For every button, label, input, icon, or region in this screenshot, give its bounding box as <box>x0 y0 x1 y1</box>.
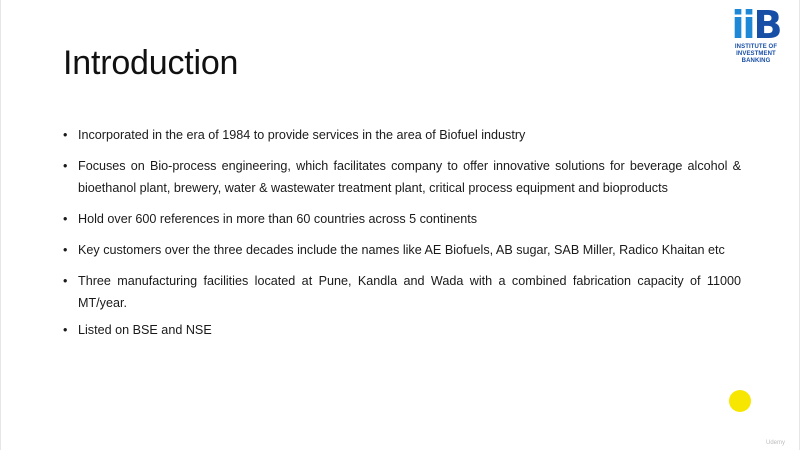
logo-mark-b: B <box>753 3 781 47</box>
logo-line-2: INVESTMENT BANKING <box>736 51 776 64</box>
bullet-item: • Listed on BSE and NSE <box>63 319 741 341</box>
logo-mark-ii: ii <box>731 3 754 47</box>
bullet-item: • Focuses on Bio-process engineering, which facilitates company to offer innovative solutions for beverage alcohol & bioethanol plant, brewery, water & wastewater treatment plant, critical process equipment and bioproducts <box>63 155 741 199</box>
cursor-highlight <box>729 390 751 412</box>
bullet-item: • Incorporated in the era of 1984 to provide services in the area of Biofuel industry <box>63 124 741 146</box>
iib-logo <box>723 3 789 66</box>
bullet-item: • Three manufacturing facilities located at Pune, Kandla and Wada with a combined fabrication capacity of 11000 MT/year. <box>63 270 741 314</box>
watermark: Udemy <box>765 440 785 446</box>
bullet-item: • Hold over 600 references in more than 60 countries across 5 continents <box>63 208 741 230</box>
slide-title: Introduction <box>63 44 239 82</box>
bullet-item: • Key customers over the three decades include the names like AE Biofuels, AB sugar, SAB Miller, Radico Khaitan etc <box>63 239 741 261</box>
bullet-list <box>63 124 741 341</box>
logo-line-1: INSTITUTE OF <box>734 44 778 50</box>
